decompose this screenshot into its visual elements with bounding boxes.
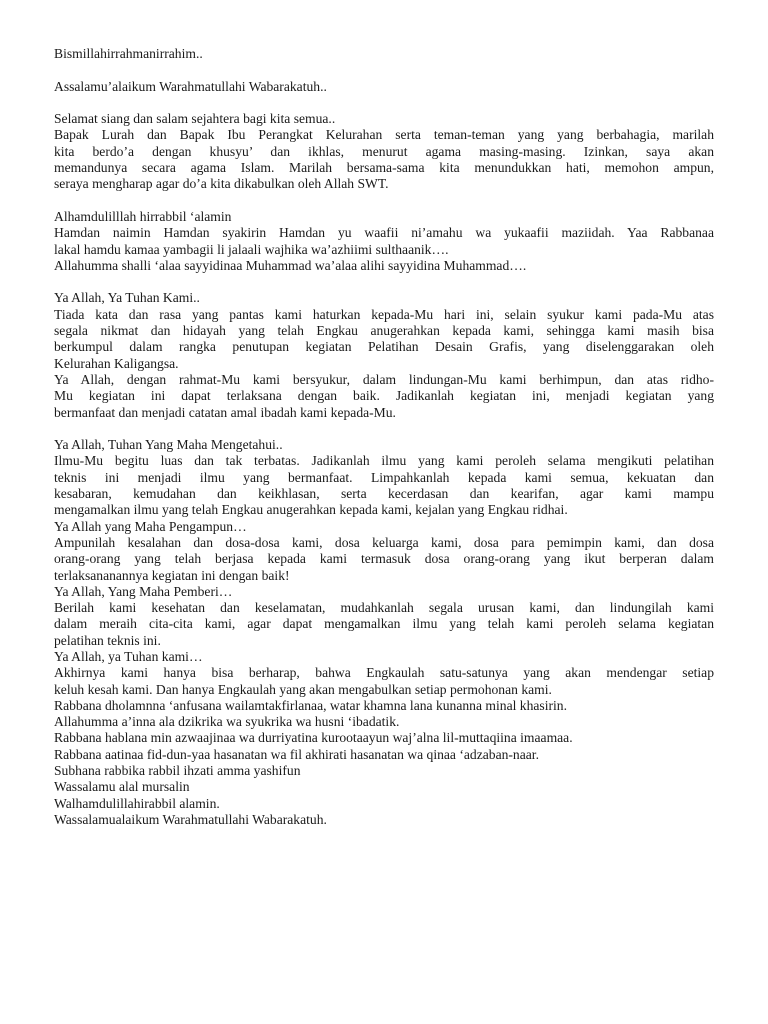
paragraph-block: [54, 290, 714, 420]
text-line: Ya Allah, dengan rahmat-Mu kami bersyukur, dalam lindungan-Mu kami berhimpun, dan atas ridho-: [54, 371, 714, 387]
text-line: Allahumma a’inna ala dzikrika wa syukrika wa husni ‘ibadatik.: [54, 714, 400, 730]
text-line: Allahumma shalli ‘alaa sayyidinaa Muhammad wa’alaa alihi sayyidina Muhammad….: [54, 257, 527, 273]
text-line: mengamalkan ilmu yang telah Engkau anugerahkan kepada kami, kejalan yang Engkau ridhai.: [54, 502, 568, 518]
text-line: segala nikmat dan hidayah yang telah Engkau anugerahkan kepada kami, sehingga kami masih bisa: [54, 323, 714, 339]
paragraph-block: [54, 111, 714, 192]
text-line: orang-orang yang telah berjasa kepada kami termasuk dosa orang-orang yang ikut berperan dalam: [54, 551, 714, 567]
text-line: keluh kesah kami. Dan hanya Engkaulah yang akan mengabulkan setiap permohonan kami.: [54, 681, 552, 697]
text-line: Ampunilah kesalahan dan dosa-dosa kami, dosa keluarga kami, dosa para pemimpin kami, dan dosa: [54, 534, 714, 550]
text-line: Bismillahirrahmanirrahim..: [54, 46, 203, 61]
text-line: bermanfaat dan menjadi catatan amal ibadah kami kepada-Mu.: [54, 404, 396, 420]
paragraph-block: [54, 79, 714, 95]
text-line: pelatihan teknis ini.: [54, 632, 161, 648]
text-line: Berilah kami kesehatan dan keselamatan, mudahkanlah segala urusan kami, dan lindungilah kami: [54, 600, 714, 616]
text-line: kita berdo’a dengan khusyu’ dan ikhlas, menurut agama masing-masing. Izinkan, saya akan: [54, 143, 714, 159]
text-line: Tiada kata dan rasa yang pantas kami haturkan kepada-Mu hari ini, selain syukur kami pada-Mu atas: [54, 306, 714, 322]
text-line: Mu kegiatan ini dapat terlaksana dengan baik. Jadikanlah kegiatan ini, menjadi kegiatan yang: [54, 388, 714, 404]
text-line: Assalamu’alaikum Warahmatullahi Wabarakatuh..: [54, 78, 327, 94]
text-line: lakal hamdu kamaa yambagii li jalaali wajhika wa’azhiimi sulthaanik….: [54, 241, 449, 257]
text-line: seraya mengharap agar do’a kita dikabulkan oleh Allah SWT.: [54, 176, 389, 192]
paragraph-block: [54, 437, 714, 828]
text-line: Ya Allah, Tuhan Yang Maha Mengetahui..: [54, 437, 283, 453]
text-line: memandunya secara agama Islam. Marilah bersama-sama kita menundukkan hati, memohon ampun,: [54, 160, 714, 176]
text-line: Selamat siang dan salam sejahtera bagi kita semua..: [54, 111, 336, 127]
text-line: Hamdan naimin Hamdan syakirin Hamdan yu waafii ni’amahu wa yukaafii maziidah. Yaa Rabbanaa: [54, 225, 714, 241]
text-line: kesabaran, kemudahan dan keikhlasan, serta kecerdasan dan kearifan, agar kami mampu: [54, 486, 714, 502]
text-line: Ya Allah, ya Tuhan kami…: [54, 648, 203, 664]
text-line: Akhirnya kami hanya bisa berharap, bahwa Engkaulah satu-satunya yang akan mendengar setiap: [54, 665, 714, 681]
document-page: [54, 46, 714, 845]
text-line: Kelurahan Kaligangsa.: [54, 355, 179, 371]
text-line: Rabbana hablana min azwaajinaa wa durriyatina kurootaayun waj’alna lil-muttaqiina imaamaa.: [54, 730, 573, 746]
text-line: Bapak Lurah dan Bapak Ibu Perangkat Kelurahan serta teman-teman yang yang berbahagia, marilah: [54, 127, 714, 143]
text-line: dalam meraih cita-cita kami, agar dapat mengamalkan ilmu yang telah kami peroleh selama kegiatan: [54, 616, 714, 632]
paragraph-block: [54, 209, 714, 274]
text-line: Alhamdulilllah hirrabbil ‘alamin: [54, 208, 232, 224]
text-line: Walhamdulillahirabbil alamin.: [54, 795, 220, 811]
text-line: Rabbana aatinaa fid-dun-yaa hasanatan wa fil akhirati hasanatan wa qinaa ‘adzaban-naar.: [54, 746, 539, 762]
text-line: Wassalamualaikum Warahmatullahi Wabarakatuh.: [54, 811, 327, 827]
text-line: terlaksananannya kegiatan ini dengan baik!: [54, 567, 290, 583]
text-line: Wassalamu alal mursalin: [54, 779, 190, 795]
text-line: teknis ini menjadi ilmu yang bermanfaat. Limpahkanlah kepada kami semua, kekuatan dan: [54, 469, 714, 485]
text-line: berkumpul dalam rangka penutupan kegiatan Pelatihan Desain Grafis, yang diselenggarakan oleh: [54, 339, 714, 355]
text-line: Ya Allah, Ya Tuhan Kami..: [54, 290, 200, 306]
text-line: Ya Allah, Yang Maha Pemberi…: [54, 583, 233, 599]
text-line: Rabbana dholamnna ‘anfusana wailamtakfirlanaa, watar khamna lana kunanna minal khasirin.: [54, 697, 567, 713]
text-line: Ilmu-Mu begitu luas dan tak terbatas. Jadikanlah ilmu yang kami peroleh selama mengikuti pelatihan: [54, 453, 714, 469]
paragraph-block: [54, 46, 714, 62]
text-line: Subhana rabbika rabbil ihzati amma yashifun: [54, 763, 301, 779]
text-line: Ya Allah yang Maha Pengampun…: [54, 518, 247, 534]
